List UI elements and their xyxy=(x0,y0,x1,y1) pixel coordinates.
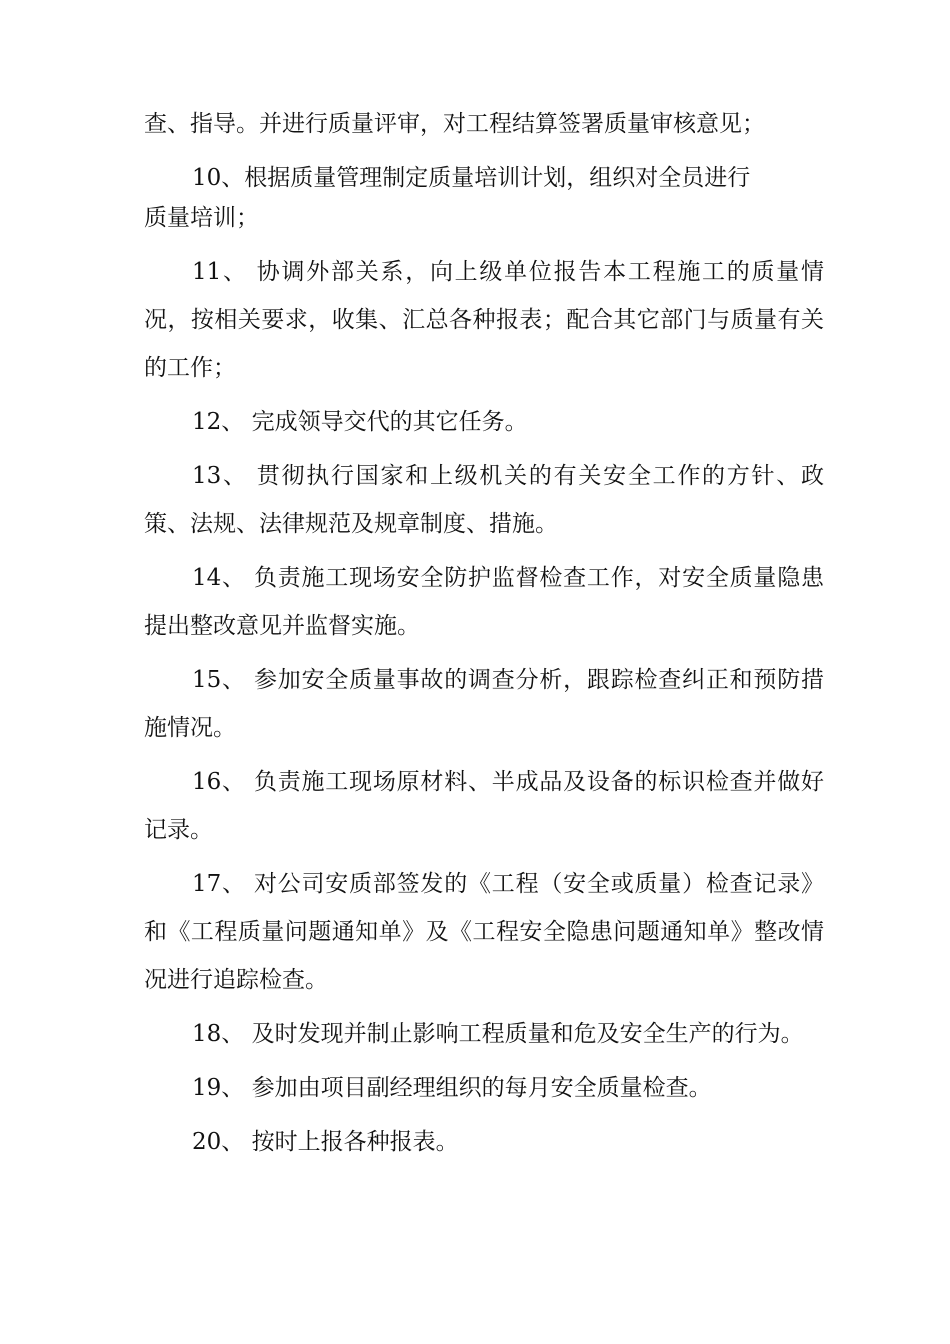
paragraph-text: 质量培训； xyxy=(144,205,259,231)
paragraph-number: 18、 xyxy=(192,1021,245,1047)
paragraph-text: 参加由项目副经理组织的每月安全质量检查。 xyxy=(244,1075,712,1101)
paragraph-item-11 xyxy=(144,248,824,392)
paragraph-text: 参加安全质量事故的调查分析，跟踪检查纠正和预防措施情况。 xyxy=(144,667,824,741)
paragraph-text: 贯彻执行国家和上级机关的有关安全工作的方针、政策、法规、法律规范及规章制度、措施。 xyxy=(144,463,824,537)
paragraph-item-18 xyxy=(144,1010,824,1058)
paragraph-item-12 xyxy=(144,398,824,446)
paragraph-number: 13、 xyxy=(192,463,248,489)
paragraph-item-13 xyxy=(144,452,824,548)
paragraph-number: 14、 xyxy=(192,565,246,591)
paragraph-number: 12、 xyxy=(192,409,245,435)
paragraph-text: 完成领导交代的其它任务。 xyxy=(244,409,528,435)
paragraph-number: 10、 xyxy=(192,165,245,191)
paragraph-text: 对公司安质部签发的《工程（安全或质量）检查记录》和《工程质量问题通知单》及《工程安全隐患问题通知单》整改情况进行追踪检查。 xyxy=(144,871,824,993)
paragraph-item-20 xyxy=(144,1118,824,1166)
paragraph-text: 负责施工现场安全防护监督检查工作，对安全质量隐患提出整改意见并监督实施。 xyxy=(144,565,824,639)
paragraph-text: 按时上报各种报表。 xyxy=(244,1129,459,1155)
paragraph-number: 11、 xyxy=(192,259,248,285)
paragraph-item-16 xyxy=(144,758,824,854)
paragraph-text: 负责施工现场原材料、半成品及设备的标识检查并做好记录。 xyxy=(144,769,824,843)
paragraph-text: 查、指导。并进行质量评审，对工程结算签署质量审核意见； xyxy=(144,111,765,137)
paragraph-text: 协调外部关系，向上级单位报告本工程施工的质量情况，按相关要求，收集、汇总各种报表；配合其它部门与质量有关的工作； xyxy=(144,259,824,381)
paragraph-item-19 xyxy=(144,1064,824,1112)
paragraph-number: 19、 xyxy=(192,1075,245,1101)
paragraph-number: 20、 xyxy=(192,1129,245,1155)
paragraph-number: 16、 xyxy=(192,769,246,795)
paragraph-text: 及时发现并制止影响工程质量和危及安全生产的行为。 xyxy=(244,1021,804,1047)
paragraph-item-17 xyxy=(144,860,824,1004)
paragraph-number: 17、 xyxy=(192,871,246,897)
paragraph-text: 根据质量管理制定质量培训计划，组织对全员进行 xyxy=(244,165,751,191)
paragraph-continued xyxy=(144,100,824,148)
paragraph-item-14 xyxy=(144,554,824,650)
paragraph-number: 15、 xyxy=(192,667,246,693)
paragraph-item-15 xyxy=(144,656,824,752)
document-body xyxy=(144,100,824,1172)
